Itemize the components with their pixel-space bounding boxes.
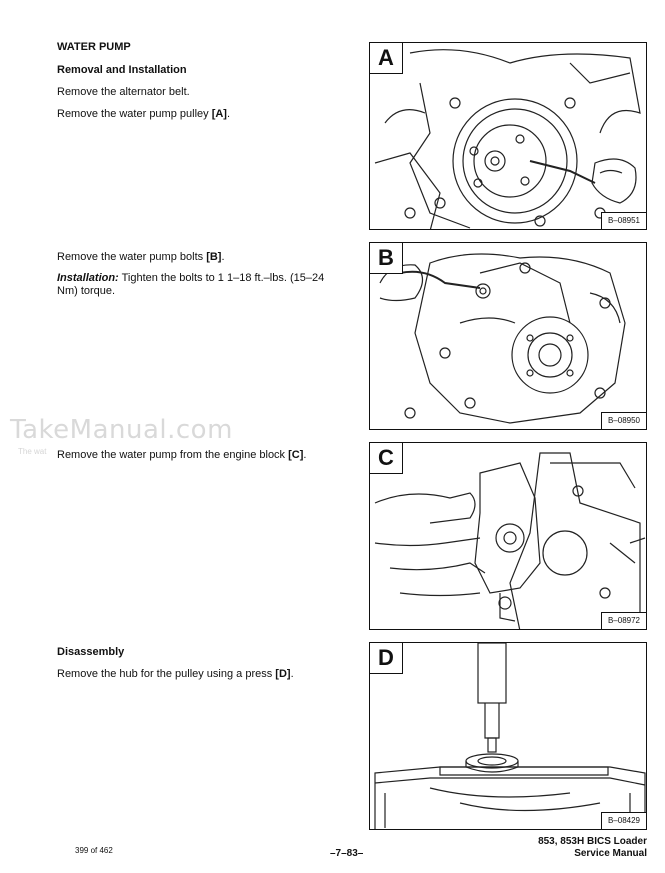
step-bolts-text: Remove the water pump bolts <box>57 251 207 263</box>
step-block-text: Remove the water pump from the engine block <box>57 449 289 461</box>
step-block <box>57 449 306 462</box>
figure-letter: C <box>370 443 403 474</box>
section-title: WATER PUMP <box>57 41 131 53</box>
install-label: Installation: <box>57 272 119 284</box>
figure-ref-d: [D] <box>275 668 291 680</box>
period: . <box>226 108 231 120</box>
figure-ref-a: [A] <box>211 108 227 120</box>
period: . <box>290 668 294 680</box>
step-pulley <box>57 108 230 121</box>
figure-a <box>369 42 647 230</box>
pump-removal-drawing <box>370 443 647 630</box>
figure-ref-c: [C] <box>288 449 304 461</box>
figure-ref-b: [B] <box>206 251 222 263</box>
manual-title-line2: Service Manual <box>574 848 647 859</box>
manual-title <box>538 836 647 860</box>
figure-b <box>369 242 647 430</box>
section-subtitle: Removal and Installation <box>57 64 187 76</box>
water-pump-pulley-drawing <box>370 43 647 230</box>
figure-d <box>369 642 647 830</box>
manual-title-line1: 853, 853H BICS Loader <box>538 836 647 847</box>
period: . <box>221 251 225 263</box>
step-bolts <box>57 251 225 264</box>
figure-letter: B <box>370 243 403 274</box>
step-install <box>57 272 342 298</box>
disassembly-title: Disassembly <box>57 646 125 658</box>
page-number: –7–83– <box>330 848 364 859</box>
figure-letter: A <box>370 43 403 74</box>
watermark-sub: The wat <box>18 447 47 456</box>
watermark: TakeManual.com <box>10 415 233 445</box>
page-count: 399 of 462 <box>75 846 113 855</box>
water-pump-bolts-drawing <box>370 243 647 430</box>
step-hub <box>57 668 294 681</box>
step-hub-text: Remove the hub for the pulley using a press <box>57 668 276 680</box>
figure-code: B–08951 <box>601 212 646 229</box>
period: . <box>303 449 307 461</box>
figure-code: B–08429 <box>601 812 646 829</box>
figure-code: B–08950 <box>601 412 646 429</box>
press-hub-drawing <box>370 643 647 830</box>
figure-letter: D <box>370 643 403 674</box>
step-alternator: Remove the alternator belt. <box>57 86 190 98</box>
step-pulley-text: Remove the water pump pulley <box>57 108 212 120</box>
figure-c <box>369 442 647 630</box>
install-text: Tighten the bolts to 1 1–18 ft.–lbs. (15–24 Nm) torque. <box>57 272 325 297</box>
figure-code: B–08972 <box>601 612 646 629</box>
